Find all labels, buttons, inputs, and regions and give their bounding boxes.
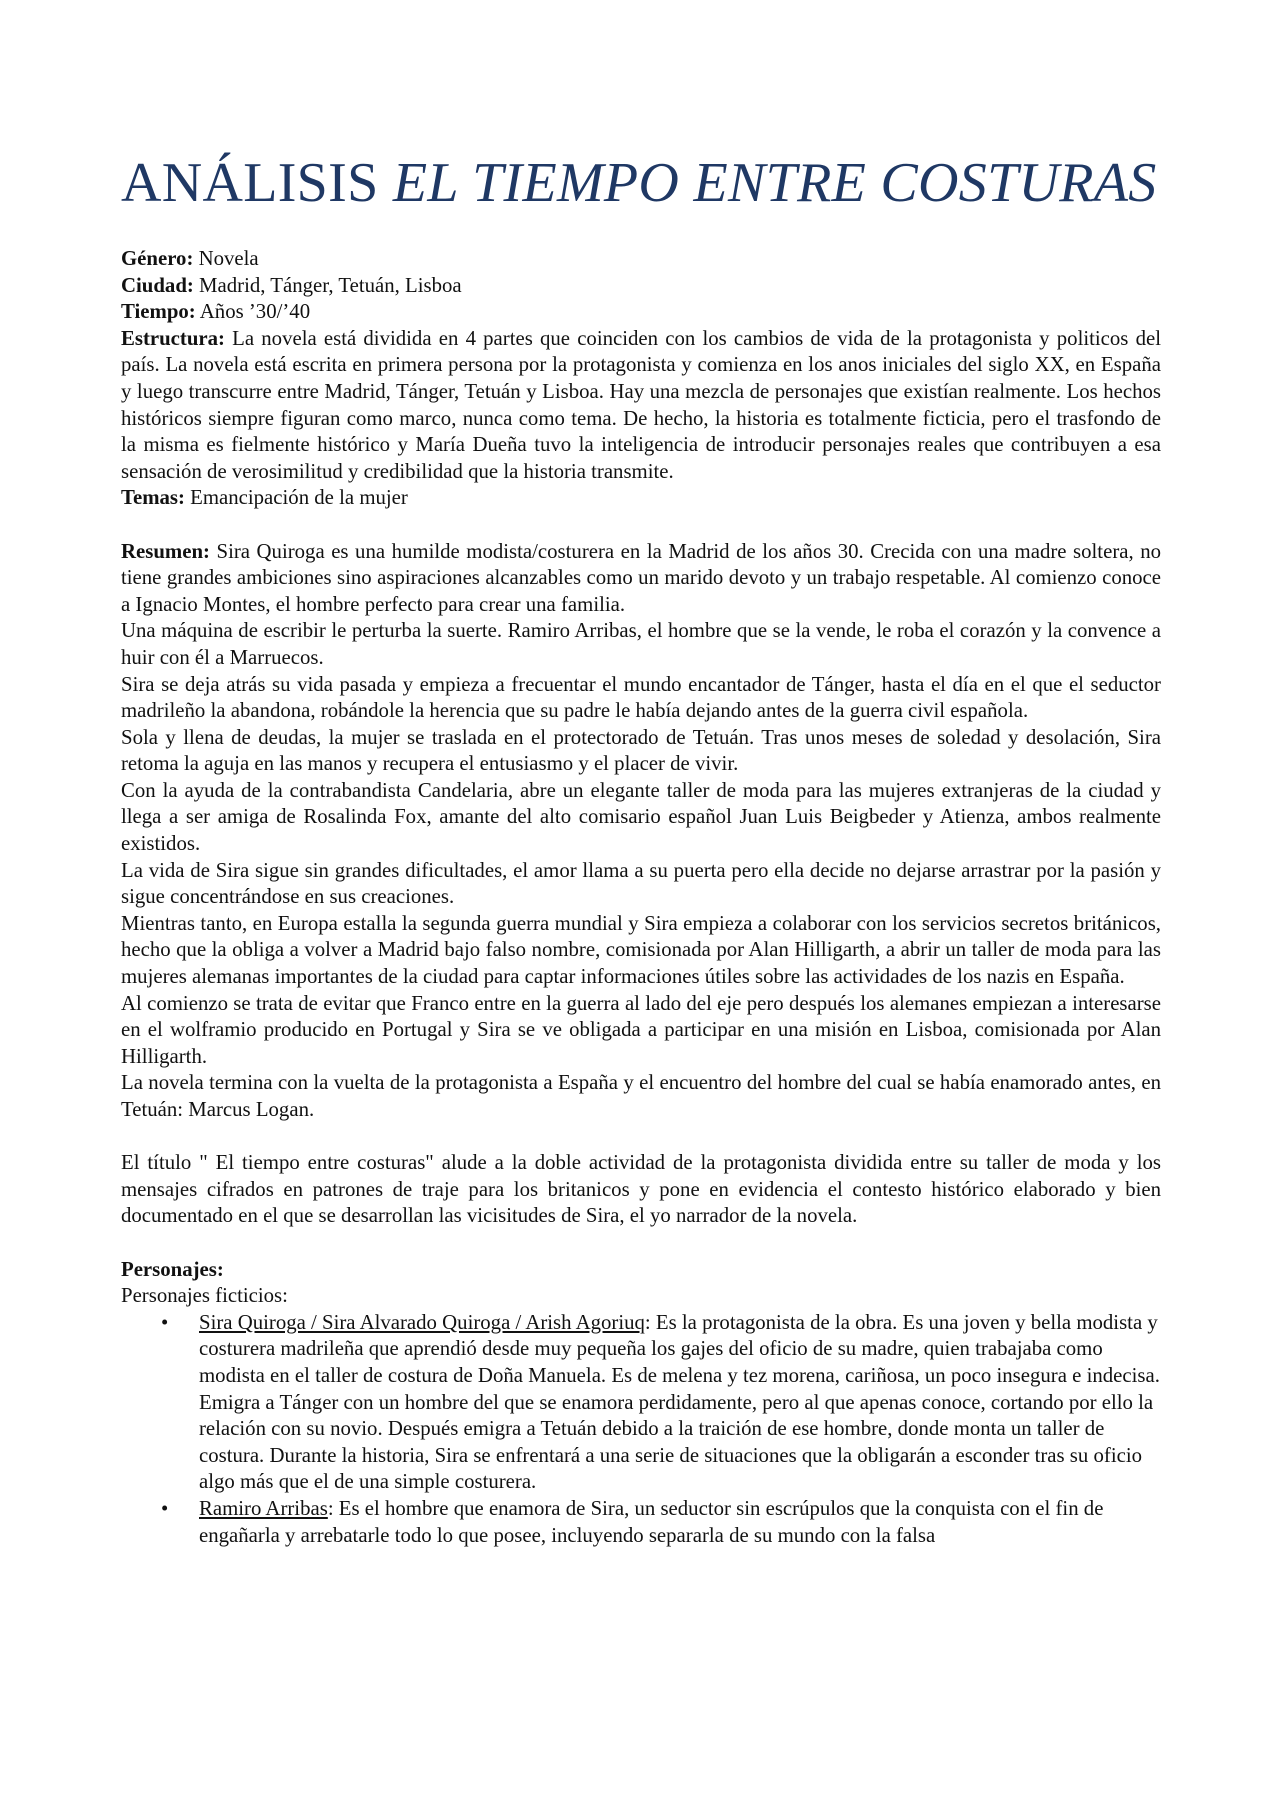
character-description: : Es el hombre que enamora de Sira, un seductor sin escrúpulos que la conquista con el fin de engañarla y arrebatarle todo lo que posee, incluyendo separarla de su mundo con la falsa <box>199 1496 1104 1547</box>
resumen-paragraph: La vida de Sira sigue sin grandes dificultades, el amor llama a su puerta pero ella decide no dejarse arrastrar por la pasión y sigue concentrándose en sus creaciones. <box>121 858 1161 909</box>
resumen-paragraph: Sira se deja atrás su vida pasada y empieza a frecuentar el mundo encantador de Tánger, hasta el día en el que el seductor madrileño la abandona, robándole la herencia que su padre le había dejando antes de la guerra civil española. <box>121 672 1161 723</box>
resumen-paragraph: Sola y llena de deudas, la mujer se traslada en el protectorado de Tetuán. Tras unos meses de soledad y desolación, Sira retoma la aguja en las manos y recupera el entusiasmo y el placer de vivir. <box>121 725 1161 776</box>
resumen-section <box>121 539 1161 1124</box>
personajes-section <box>121 1257 1161 1550</box>
estructura-paragraph <box>121 326 1161 486</box>
tiempo-line <box>121 299 1161 326</box>
ciudad-value: Madrid, Tánger, Tetuán, Lisboa <box>193 273 462 297</box>
titulo-paragraph: El título " El tiempo entre costuras" alude a la doble actividad de la protagonista dividida entre su taller de moda y los mensajes cifrados en patrones de traje para los britanicos y pone en evidencia el contesto histórico elaborado y bien documentado en el que se desarrollan las vicisitudes de Sira, el yo narrador de la novela. <box>121 1151 1161 1228</box>
spacer <box>121 512 1161 539</box>
list-item <box>121 1310 1161 1496</box>
bullet-icon: • <box>161 1496 169 1520</box>
ciudad-line <box>121 273 1161 300</box>
temas-label: Temas: <box>121 486 185 510</box>
resumen-paragraph: Con la ayuda de la contrabandista Candelaria, abre un elegante taller de moda para las mujeres extranjeras de la ciudad y llega a ser amiga de Rosalinda Fox, amante del alto comisario español Juan Luis Beigbeder y Atienza, ambos realmente existidos. <box>121 778 1161 856</box>
genero-value: Novela <box>193 247 259 270</box>
genero-line <box>121 246 1161 273</box>
personajes-heading-text: Personajes: <box>121 1257 224 1281</box>
title-prefix: ANÁLISIS <box>121 152 393 214</box>
spacer <box>121 1124 1161 1151</box>
estructura-value: La novela está dividida en 4 partes que coinciden con los cambios de vida de la protagonista y politicos del país. La novela está escrita en primera persona por la protagonista y comienza en los anos iniciales del siglo XX, en España y luego transcurre entre Madrid, Tánger, Tetuán y Lisboa. Hay una mezcla de personajes que existían realmente. Los hechos históricos siempre figuran como marco, nunca como tema. De hecho, la historia es totalmente ficticia, pero el trasfondo de la misma es fielmente histórico y María Dueña tuvo la inteligencia de introducir personajes reales que contribuyen a esa sensación de verosimilitud y credibilidad que la historia transmite. <box>121 326 1161 483</box>
resumen-intro-text: Sira Quiroga es una humilde modista/costurera en la Madrid de los años 30. Crecida con una madre soltera, no tiene grandes ambiciones sino aspiraciones alcanzables como un marido devoto y un trabajo respetable. Al comienzo conoce a Ignacio Montes, el hombre perfecto para crear una familia. <box>121 539 1161 616</box>
temas-value: Emancipación de la mujer <box>184 486 408 510</box>
document-title <box>121 150 1161 216</box>
title-italic: EL TIEMPO ENTRE COSTURAS <box>392 152 1157 214</box>
personajes-heading <box>121 1257 1161 1284</box>
personajes-subheading: Personajes ficticios: <box>121 1284 288 1308</box>
list-item <box>121 1496 1161 1549</box>
character-name: Sira Quiroga / Sira Alvarado Quiroga / Arish Agoriuq <box>199 1310 645 1334</box>
resumen-paragraph: La novela termina con la vuelta de la protagonista a España y el encuentro del hombre del cual se había enamorado antes, en Tetuán: Marcus Logan. <box>121 1071 1161 1121</box>
metadata-section <box>121 246 1161 512</box>
character-name: Ramiro Arribas <box>199 1496 328 1520</box>
document-page <box>121 150 1161 1549</box>
tiempo-label: Tiempo: <box>121 300 196 324</box>
bullet-icon: • <box>161 1310 169 1334</box>
temas-line <box>121 485 1161 512</box>
resumen-paragraph: Una máquina de escribir le perturba la suerte. Ramiro Arribas, el hombre que se la vende, le roba el corazón y la convence a huir con él a Marruecos. <box>121 619 1161 669</box>
titulo-section <box>121 1150 1161 1230</box>
resumen-paragraph: Al comienzo se trata de evitar que Franco entre en la guerra al lado del eje pero después los alemanes empiezan a interesarse en el wolframio producido en Portugal y Sira se ve obligada a participar en una misión en Lisboa, comisionada por Alan Hilligarth. <box>121 991 1161 1068</box>
genero-label: Género: <box>121 247 194 270</box>
character-description: : Es la protagonista de la obra. Es una joven y bella modista y costurera madrileña que aprendió desde muy pequeña los gajes del oficio de su madre, quien trabajaba como modista en el taller de costura de Doña Manuela. Es de melena y tez morena, cariñosa, un poco insegura e indecisa. Emigra a Tánger con un hombre del que se enamora perdidamente, pero al que apenas conoce, cortando por ello la relación con su novio. Después emigra a Tetuán debido a la traición de ese hombre, donde monta un taller de costura. Durante la historia, Sira se enfrentará a una serie de situaciones que la obligarán a esconder tras su oficio algo más que el de una simple costurera. <box>199 1310 1160 1494</box>
ciudad-label: Ciudad: <box>121 273 194 297</box>
character-list <box>121 1310 1161 1549</box>
resumen-paragraph: Mientras tanto, en Europa estalla la segunda guerra mundial y Sira empieza a colaborar con los servicios secretos británicos, hecho que la obliga a volver a Madrid bajo falso nombre, comisionada por Alan Hilligarth, a abrir un taller de moda para las mujeres alemanas importantes de la ciudad para captar informaciones útiles sobre las actividades de los nazis en España. <box>121 911 1161 989</box>
resumen-intro <box>121 539 1161 619</box>
estructura-label: Estructura: <box>121 326 225 350</box>
spacer <box>121 1230 1161 1257</box>
resumen-label: Resumen: <box>121 539 210 563</box>
tiempo-value: Años ’30/’40 <box>195 300 311 324</box>
